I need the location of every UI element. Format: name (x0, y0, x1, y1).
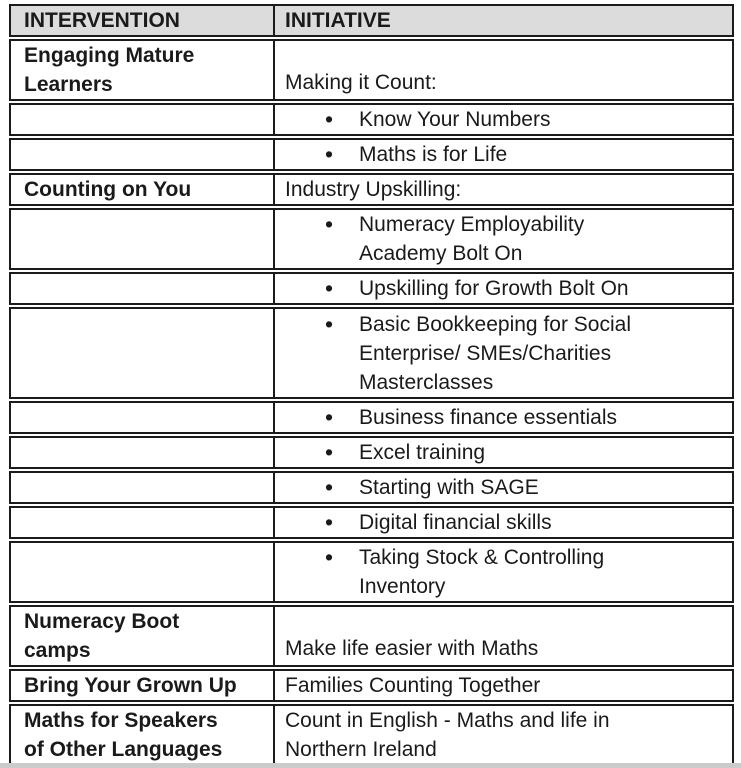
table-row (9, 272, 734, 305)
intervention-cell (11, 309, 275, 397)
intervention-label: Counting on You (24, 178, 192, 201)
intervention-label: Bring Your Grown Up (24, 674, 237, 697)
initiative-label: Business finance essentials (359, 406, 617, 429)
initiative-label: Northern Ireland (285, 738, 437, 761)
bullet-icon: • (325, 544, 334, 570)
initiative-label: Starting with SAGE (359, 476, 539, 499)
bullet-icon: • (325, 275, 334, 301)
table-header-row (9, 4, 734, 37)
initiative-cell (275, 473, 732, 502)
initiative-cell (275, 309, 732, 397)
intervention-initiative-table (9, 4, 734, 766)
table-row (9, 506, 734, 539)
page-bottom-edge (0, 763, 741, 768)
initiative-label: Digital financial skills (359, 511, 552, 534)
initiative-label: Industry Upskilling: (285, 178, 462, 201)
bullet-icon: • (325, 439, 334, 465)
bullet-list-item (325, 438, 724, 467)
table-row (9, 208, 734, 270)
intervention-cell (11, 140, 275, 169)
bullet-icon: • (325, 310, 334, 337)
table-row (9, 138, 734, 171)
initiative-cell (275, 671, 732, 700)
initiative-label: Families Counting Together (285, 674, 541, 697)
bullet-list-item (325, 403, 724, 432)
table-row (9, 605, 734, 667)
intervention-cell (11, 706, 275, 764)
initiative-cell (275, 706, 732, 764)
initiative-label: Upskilling for Growth Bolt On (359, 277, 629, 300)
intervention-cell (11, 403, 275, 432)
intervention-label: Learners (24, 73, 113, 96)
initiative-cell (275, 508, 732, 537)
bullet-list-item (325, 473, 724, 502)
bullet-icon: • (325, 474, 334, 500)
bullet-icon: • (325, 106, 334, 132)
table-row (9, 436, 734, 469)
initiative-cell (275, 403, 732, 432)
initiative-cell (275, 105, 732, 134)
initiative-cell (275, 140, 732, 169)
initiative-label: Basic Bookkeeping for Social (359, 312, 631, 336)
table-row (9, 704, 734, 766)
bullet-list-item (325, 274, 724, 303)
intervention-cell (11, 274, 275, 303)
initiative-label: Numeracy Employability (359, 213, 585, 236)
initiative-cell (275, 438, 732, 467)
intervention-cell (11, 210, 275, 268)
intervention-label: Engaging Mature (24, 44, 195, 67)
initiative-label: Excel training (359, 441, 486, 464)
bullet-list-item (325, 105, 724, 134)
table-row (9, 471, 734, 504)
initiative-label: Enterprise/ SMEs/Charities (359, 341, 612, 365)
intervention-label: Numeracy Boot (24, 610, 180, 633)
initiative-label: Maths is for Life (359, 143, 508, 166)
initiative-label: Taking Stock & Controlling (359, 546, 605, 569)
table-row (9, 401, 734, 434)
table-row (9, 39, 734, 101)
initiative-label: Academy Bolt On (359, 242, 523, 265)
intervention-label: of Other Languages (24, 738, 223, 761)
table-row (9, 173, 734, 206)
initiative-cell (275, 274, 732, 303)
initiative-label: Making it Count: (285, 71, 437, 94)
intervention-cell (11, 105, 275, 134)
bullet-icon: • (325, 211, 334, 237)
initiative-cell (275, 607, 732, 665)
intervention-cell (11, 671, 275, 700)
intervention-cell (11, 473, 275, 502)
intervention-cell (11, 438, 275, 467)
intervention-cell (11, 175, 275, 204)
bullet-list-item (325, 140, 724, 169)
bullet-list-item (325, 210, 724, 268)
table-row (9, 541, 734, 603)
intervention-cell (11, 543, 275, 601)
table-row (9, 103, 734, 136)
intervention-cell (11, 508, 275, 537)
column-header-label: INTERVENTION (24, 9, 180, 32)
initiative-cell (275, 210, 732, 268)
initiative-label: Make life easier with Maths (285, 637, 539, 660)
bullet-list-item (325, 508, 724, 537)
bullet-icon: • (325, 404, 334, 430)
initiative-cell (275, 543, 732, 601)
intervention-label: camps (24, 639, 91, 662)
initiative-cell (275, 41, 732, 99)
bullet-list-item (325, 310, 724, 397)
initiative-label: Masterclasses (359, 370, 494, 394)
initiative-label: Know Your Numbers (359, 108, 551, 131)
intervention-cell (11, 607, 275, 665)
bullet-list-item (325, 543, 724, 601)
column-header-initiative (275, 6, 732, 35)
intervention-label: Maths for Speakers (24, 709, 218, 732)
table-row (9, 669, 734, 702)
bullet-icon: • (325, 141, 334, 167)
table-row (9, 307, 734, 399)
intervention-cell (11, 41, 275, 99)
column-header-label: INITIATIVE (285, 9, 391, 32)
initiative-label: Inventory (359, 575, 446, 598)
bullet-icon: • (325, 509, 334, 535)
initiative-label: Count in English - Maths and life in (285, 709, 610, 732)
initiative-cell (275, 175, 732, 204)
column-header-intervention (11, 6, 275, 35)
